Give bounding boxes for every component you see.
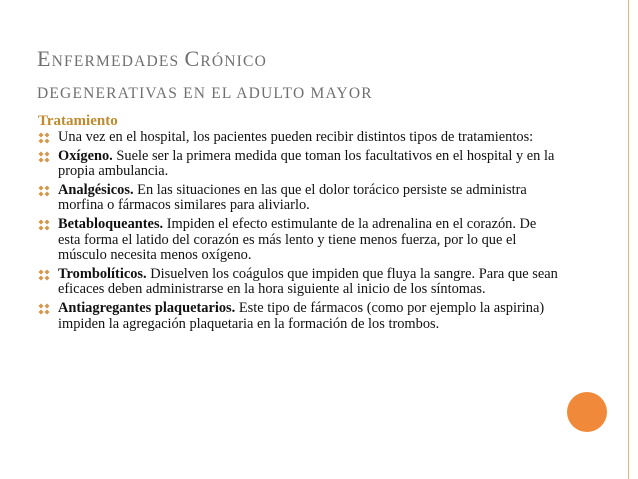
item-text: Una vez en el hospital, los pacientes pueden recibir distintos tipos de tratamientos:	[58, 129, 534, 145]
quad-diamond-bullet-icon	[38, 303, 50, 315]
title-word-cronico: RÓNICO	[200, 53, 267, 70]
item-lead-term: Oxígeno.	[58, 147, 113, 164]
list-item	[38, 183, 558, 214]
list-item	[38, 130, 558, 146]
right-divider-line	[628, 0, 629, 479]
quad-diamond-bullet-icon	[38, 185, 50, 197]
item-lead-term: Antiagregantes plaquetarios.	[58, 299, 236, 316]
list-item	[38, 149, 558, 180]
item-lead-term: Analgésicos.	[58, 181, 134, 198]
item-text: Este tipo de fármacos (como por ejemplo la aspirina) impiden la agregación plaquetaria en la formación de los trombos.	[58, 299, 545, 332]
quad-diamond-bullet-icon	[38, 151, 50, 163]
title-line-2: DEGENERATIVAS EN EL ADULTO MAYOR	[37, 85, 373, 102]
item-lead-term: Trombolíticos.	[58, 265, 147, 282]
item-lead-term: Betabloqueantes.	[58, 215, 164, 232]
list-item	[38, 217, 558, 264]
title-word-enfermedades: NFERMEDADES	[51, 53, 185, 70]
title-line-1	[37, 40, 597, 78]
item-text: Suele ser la primera medida que toman los facultativos en el hospital y en la propia ambulancia.	[58, 147, 555, 180]
item-text: En las situaciones en las que el dolor torácico persiste se administra morfina o fármacos similares para aliviarlo.	[58, 181, 527, 214]
item-text: Impiden el efecto estimulante de la adrenalina en el corazón. De esta forma el latido del corazón es más lento y tiene menos fuerza, por lo que el músculo necesita menos oxígeno.	[58, 215, 537, 264]
quad-diamond-bullet-icon	[38, 132, 50, 144]
list-item	[38, 267, 558, 298]
decorative-orange-circle	[567, 392, 607, 432]
quad-diamond-bullet-icon	[38, 269, 50, 281]
bullet-list	[38, 130, 558, 335]
list-item	[38, 301, 558, 332]
slide-title	[37, 40, 597, 113]
item-text: Disuelven los coágulos que impiden que fluya la sangre. Para que sean eficaces deben administrarse en la hora siguiente al inicio de los síntomas.	[58, 265, 558, 298]
section-subheading: Tratamiento	[38, 113, 118, 129]
title-initial-e: E	[37, 46, 52, 71]
title-initial-c: C	[184, 46, 201, 71]
quad-diamond-bullet-icon	[38, 219, 50, 231]
